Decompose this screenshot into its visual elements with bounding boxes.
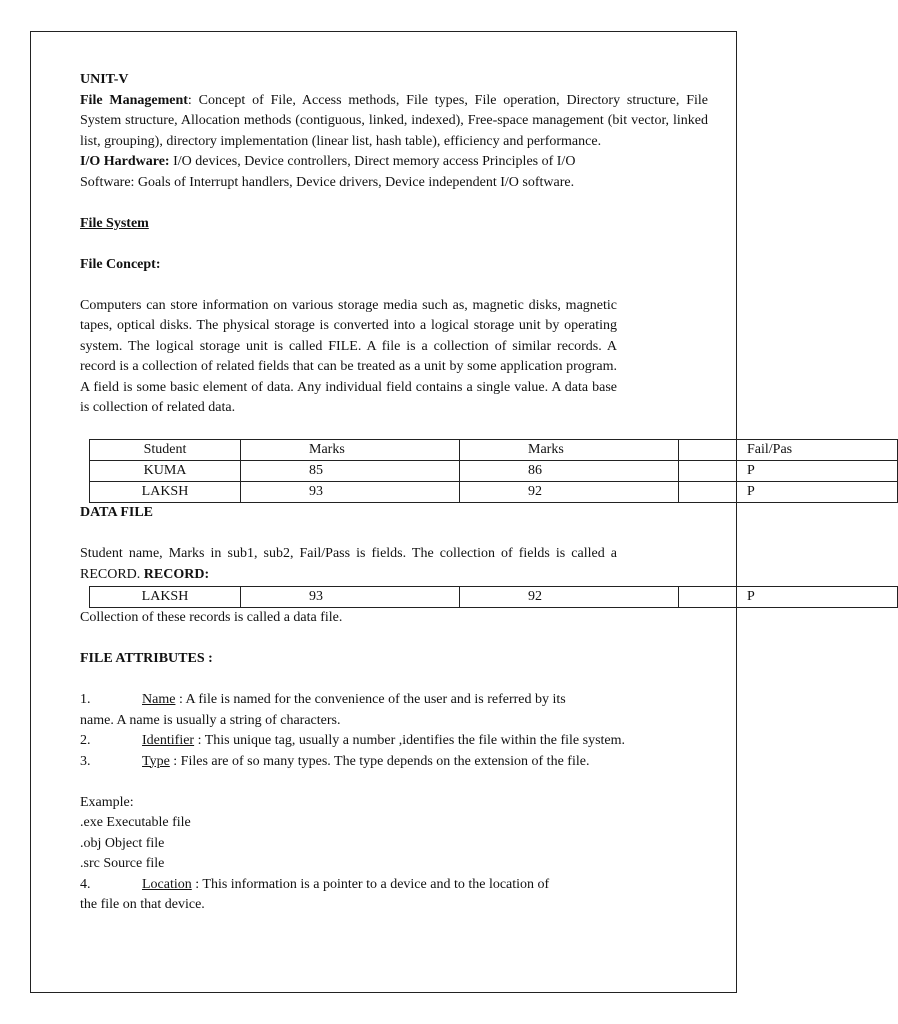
example-item: .obj Object file bbox=[80, 835, 165, 851]
file-concept-paragraph: Computers can store information on various storage media such as, magnetic disks, magnetic tapes, optical disks. The physical storage is converted into a logical storage unit by operating system. The logical storage unit is called FILE. A file is a collection of similar records. A record is a collection of related fields that can be treated as a unit by some application program. A field is some basic element of data. Any individual field contains a single value. A data base is collection of related data. bbox=[80, 297, 617, 415]
table-cell: P bbox=[679, 587, 898, 608]
table-cell: LAKSH bbox=[90, 587, 241, 608]
table-cell: 92 bbox=[460, 482, 679, 503]
file-attributes-heading: FILE ATTRIBUTES : bbox=[80, 651, 213, 666]
table-row bbox=[90, 587, 898, 608]
data-file-heading: DATA FILE bbox=[80, 505, 153, 520]
io-text: I/O devices, Device controllers, Direct memory access Principles of I/O bbox=[169, 154, 576, 169]
document-body bbox=[80, 70, 793, 916]
attribute-location: 4. Location : This information is a pointer to a device and to the location of bbox=[80, 876, 550, 892]
record-paragraph bbox=[80, 544, 617, 585]
table-header-row bbox=[90, 440, 898, 461]
table-cell: 92 bbox=[460, 587, 679, 608]
example-item: .src Source file bbox=[80, 856, 165, 871]
attribute-location-continued: the file on that device. bbox=[80, 897, 205, 912]
syllabus-file-management bbox=[80, 91, 708, 153]
table-cell: 93 bbox=[241, 482, 460, 503]
attribute-type-label: Type bbox=[142, 753, 170, 769]
table-cell: Marks bbox=[460, 440, 679, 461]
table-cell: 93 bbox=[241, 587, 460, 608]
record-table bbox=[89, 586, 898, 608]
attribute-identifier: 2. Identifier : This unique tag, usually a number ,identifies the file within the file system. bbox=[80, 733, 626, 748]
table-cell: P bbox=[679, 461, 898, 482]
table-cell: Marks bbox=[241, 440, 460, 461]
table-cell: 86 bbox=[460, 461, 679, 482]
io-label: I/O Hardware: bbox=[80, 154, 170, 169]
attribute-name: 1. Name : A file is named for the convenience of the user and is referred by its bbox=[80, 692, 566, 707]
fm-text: : Concept of File, Access methods, File types, File operation, Directory structure, File System structure, Allocation methods (contiguous, linked, indexed), Free-space management (bit vector, linked list, grouping), directory implementation (linear list, hash table), efficiency and performance. bbox=[80, 92, 708, 149]
syllabus-io-hardware bbox=[80, 152, 708, 173]
table-row bbox=[90, 461, 898, 482]
table-cell: P bbox=[679, 482, 898, 503]
table-row bbox=[90, 482, 898, 503]
table-cell: LAKSH bbox=[90, 482, 241, 503]
attribute-name-label: Name bbox=[142, 692, 176, 707]
attribute-name-continued: name. A name is usually a string of characters. bbox=[80, 712, 341, 728]
syllabus-software: Software: Goals of Interrupt handlers, Device drivers, Device independent I/O software. bbox=[80, 174, 575, 190]
file-concept-heading: File Concept: bbox=[80, 256, 161, 272]
table-cell: Fail/Pas bbox=[679, 440, 898, 461]
attribute-location-label: Location bbox=[142, 876, 192, 892]
example-label: Example: bbox=[80, 794, 134, 810]
unit-heading: UNIT-V bbox=[80, 72, 129, 87]
table-cell: KUMA bbox=[90, 461, 241, 482]
table-cell: 85 bbox=[241, 461, 460, 482]
table-cell: Student bbox=[90, 440, 241, 461]
attribute-type: 3. Type : Files are of so many types. The type depends on the extension of the file. bbox=[80, 753, 590, 769]
record-label: RECORD: bbox=[143, 566, 210, 582]
example-item: .exe Executable file bbox=[80, 815, 191, 830]
collection-note: Collection of these records is called a data file. bbox=[80, 610, 343, 625]
record-text: Student name, Marks in sub1, sub2, Fail/Pass is fields. The collection of fields is called a RECORD. bbox=[80, 546, 617, 582]
attribute-identifier-label: Identifier bbox=[142, 733, 195, 748]
fm-label: File Management bbox=[80, 92, 188, 108]
section-file-system: File System bbox=[80, 215, 149, 231]
records-table bbox=[89, 439, 898, 503]
